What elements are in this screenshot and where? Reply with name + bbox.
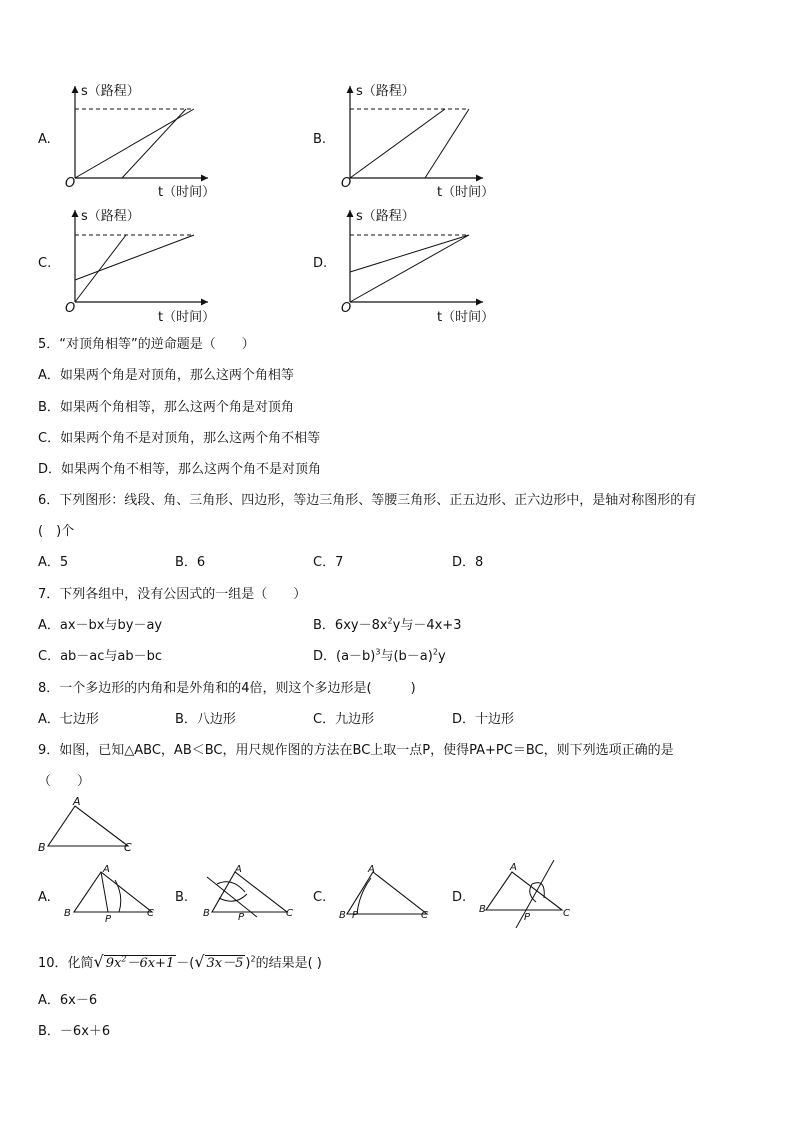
q9-triangle-figure — [38, 794, 138, 854]
point-p-label: P — [352, 910, 359, 921]
vertex-c-label: C — [147, 908, 154, 919]
q5-option-c: C．如果两个角不是对顶角，那么这两个角不相等 — [38, 431, 321, 446]
q7-option-d: D．$(a-b)^3$与$(b-a)^2y$ — [313, 647, 446, 664]
point-p-label: P — [238, 912, 245, 923]
vertex-a-label: A — [235, 864, 242, 875]
q8-option-c: C．九边形 — [313, 712, 375, 727]
q8-option-a: A．七边形 — [38, 712, 99, 727]
q9-option-c-label: C. — [313, 890, 327, 905]
vertex-a-label: A — [510, 862, 517, 873]
s-axis-label: s（路程） — [356, 209, 415, 224]
q5-option-a: A．如果两个角是对顶角，那么这两个角相等 — [38, 368, 294, 383]
t-axis-label: t（时间） — [158, 185, 216, 200]
sqrt-expression: √ $9x^2-6x+1$ — [93, 952, 175, 971]
vertex-a-label: A — [73, 795, 81, 808]
q6-option-a: A．5 — [38, 555, 69, 570]
option-b-label: B. — [313, 132, 327, 147]
q10-option-a: A．6x－6 — [38, 993, 98, 1008]
vertex-b-label: B — [64, 908, 71, 919]
q9-stem: 9．如图，已知△ABC，AB＜BC，用尺规作图的方法在BC上取一点P，使得PA+PC＝BC，则下列选项正确的是 — [38, 743, 674, 758]
point-p-label: P — [105, 914, 112, 925]
q6-option-b: B．6 — [175, 555, 206, 570]
q6-stem: 6．下列图形：线段、角、三角形、四边形，等边三角形、等腰三角形、正五边形、正六边形中，是轴对称图形的有 — [38, 493, 697, 508]
q8-stem: 8．一个多边形的内角和是外角和的4倍，则这个多边形是( ) — [38, 681, 416, 696]
vertex-c-label: C — [563, 908, 570, 919]
s-axis-label: s（路程） — [356, 84, 415, 99]
vertex-a-label: A — [368, 864, 375, 875]
origin-label: O — [65, 176, 76, 191]
vertex-c-label: C — [124, 841, 132, 854]
q9-option-b-label: B. — [175, 890, 189, 905]
t-axis-label: t（时间） — [437, 310, 495, 325]
q5-option-b: B．如果两个角相等，那么这两个角是对顶角 — [38, 400, 294, 415]
vertex-b-label: B — [203, 908, 210, 919]
q5-stem: 5．“对顶角相等”的逆命题是（ ） — [38, 337, 255, 352]
q9-option-a-label: A. — [38, 890, 51, 905]
q10-option-b: B．－6x＋6 — [38, 1024, 111, 1039]
q8-option-b: B．八边形 — [175, 712, 236, 727]
option-d-label: D. — [313, 256, 328, 271]
vertex-c-label: C — [421, 910, 428, 921]
q6-option-d: D．8 — [452, 555, 484, 570]
t-axis-label: t（时间） — [437, 185, 495, 200]
q7-option-b: B．$6xy-8x^2y$与－4x+3 — [313, 616, 462, 633]
vertex-b-label: B — [339, 910, 346, 921]
origin-label: O — [65, 301, 76, 316]
vertex-b-label: B — [479, 904, 486, 915]
q8-option-d: D．十边形 — [452, 712, 515, 727]
s-axis-label: s（路程） — [81, 209, 140, 224]
q7-option-c: C．ab－ac与ab－bc — [38, 649, 163, 664]
s-axis-label: s（路程） — [81, 84, 140, 99]
option-c-label: C. — [38, 256, 52, 271]
point-p-label: P — [524, 912, 531, 923]
vertex-b-label: B — [38, 841, 46, 854]
t-axis-label: t（时间） — [158, 310, 216, 325]
q6-option-c: C．7 — [313, 555, 344, 570]
q6-stem-cont: ( )个 — [38, 524, 75, 539]
origin-label: O — [341, 176, 352, 191]
vertex-a-label: A — [103, 864, 110, 875]
q9-stem-cont: （ ） — [38, 774, 91, 789]
q7-stem: 7．下列各组中，没有公因式的一组是（ ） — [38, 587, 307, 602]
q9-option-d-label: D. — [452, 890, 467, 905]
q10-stem: 10．化简√ $9x^2-6x+1$ －(√ 3x－5 )$^2$的结果是( ) — [38, 952, 322, 971]
vertex-c-label: C — [286, 908, 293, 919]
option-a-label: A. — [38, 132, 51, 147]
sqrt-expression: √ 3x－5 — [194, 952, 244, 971]
q5-option-d: D．如果两个角不相等，那么这两个角不是对顶角 — [38, 462, 322, 477]
q7-option-a: A．ax－bx与by－ay — [38, 618, 163, 633]
origin-label: O — [341, 301, 352, 316]
